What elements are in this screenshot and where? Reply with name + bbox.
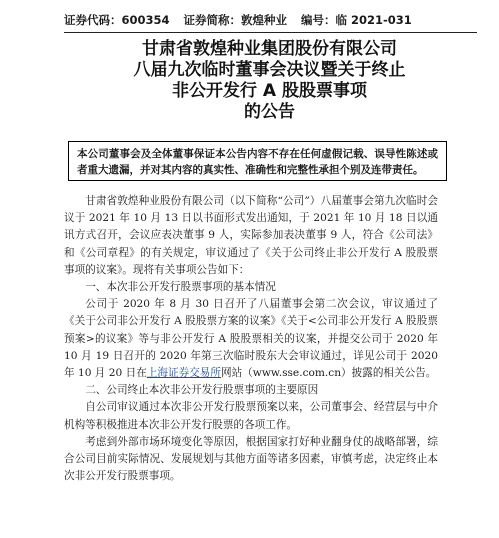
history-text-end: 网站（www.sse.com.cn）披露的相关公告。 [220,367,437,380]
board-guarantee-notice: 本公司董事会及全体董事保证本公告内容不存在任何虚假记载、误导性陈述或者重大遗漏，并对其内容的真实性、准确性和完整性承担个别及连带责任。 [68,141,447,181]
announcement-body [64,193,438,485]
paragraph-meeting: 甘肃省敦煌种业股份有限公司（以下简称“公司”）八届董事会第九次临时会议于 2021 年 10 月 13 日以书面形式发出通知，于 2021 年 10 月 18 日以通讯方式召开，会议应表决董事 9 人，实际参加表决董事 9 人，符合《公司法》和《公司章程》的有关规定，审议通过了《关于公司终止非公开发行 A 股股票事项的议案》。现将有关事项公告如下： [64,195,438,276]
title-line: 甘肃省敦煌种业集团股份有限公司 [142,39,397,59]
stock-short-name: 证券简称：敦煌种业 [183,13,288,27]
announcement-number: 编号：临 2021-031 [301,13,412,27]
header-divider [64,32,477,33]
paragraph-reason: 考虑到外部市场环境变化等原因，根据国家打好种业翻身仗的战略部署，综合公司目前实际情况、发展规划与其他方面等诸多因素，审慎考虑，决定终止本次非公开发行股票事项。 [64,435,438,483]
section-heading-2: 二、公司终止本次非公开发行股票事项的主要原因 [85,384,319,397]
announcement-title [40,39,499,123]
section-heading-1: 一、本次非公开发行股票事项的基本情况 [85,281,276,294]
title-line: 八届九次临时董事会决议暨关于终止 [133,60,406,80]
sse-link[interactable]: 上海证券交易所 [146,367,221,380]
title-line: 的公告 [244,102,295,122]
stock-code: 证券代码：600354 [64,13,170,27]
history-text: 公司于 2020 年 8 月 30 日召开了八届董事会第二次会议，审议通过了《关于公司非公开发行 A 股股票方案的议案》《关于<公司非公开发行 A 股股票预案>的议案》等与非公开发行 A 股股票相关的议案，并提交公司于 2020 年 10 月 19 日召开的 2020 年第三次临时股东大会审议通过，详见公司于 2020 年 10 月 20 日在 [64,298,438,380]
paragraph-history [64,296,438,382]
document-header [64,12,477,28]
title-line: 非公开发行 A 股股票事项 [172,81,367,101]
paragraph-progress: 自公司审议通过本次非公开发行股票预案以来，公司董事会、经营层与中介机构等积极推进本次非公开发行股票的各项工作。 [64,401,438,431]
